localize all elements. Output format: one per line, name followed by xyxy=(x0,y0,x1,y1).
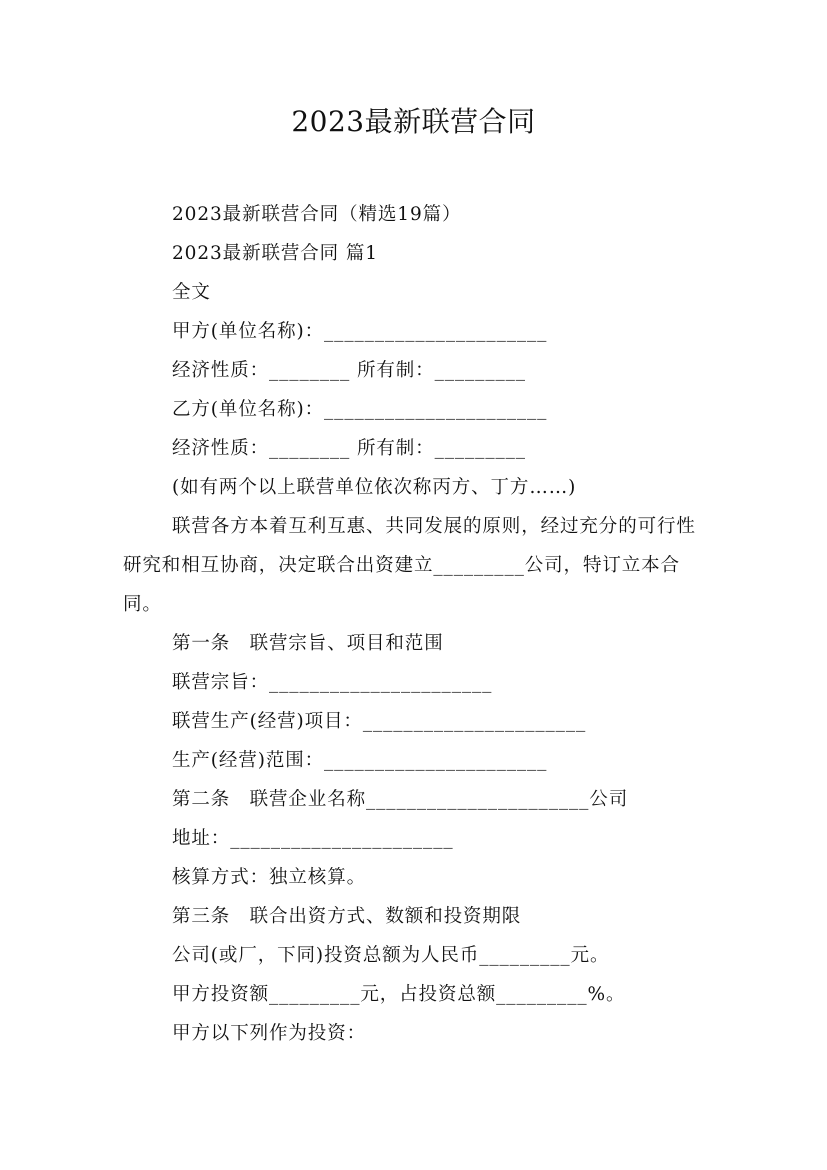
party-a-investment-line: 甲方投资额_________元，占投资总额_________%。 xyxy=(172,984,626,1005)
paragraph-article-heading: 2023最新联营合同 篇1 xyxy=(172,243,378,264)
article-three-heading: 第三条 联合出资方式、数额和投资期限 xyxy=(172,906,522,927)
party-b-nature-line: 经济性质：________ 所有制：_________ xyxy=(172,438,526,459)
joint-project-line: 联营生产(经营)项目：______________________ xyxy=(172,711,587,732)
party-a-name-line: 甲方(单位名称)：______________________ xyxy=(172,321,548,342)
paragraph-heading-selection: 2023最新联营合同（精选19篇） xyxy=(172,204,462,225)
preamble-paragraph: 联营各方本着互利互惠、共同发展的原则，经过充分的可行性研究和相互协商，决定联合出资建立_________公司，特订立本合同。 xyxy=(123,516,696,615)
party-b-name-line: 乙方(单位名称)：______________________ xyxy=(172,399,548,420)
article-two-heading: 第二条 联营企业名称______________________公司 xyxy=(172,789,629,810)
party-a-nature-line: 经济性质：________ 所有制：_________ xyxy=(172,360,526,381)
additional-parties-note: (如有两个以上联营单位依次称丙方、丁方……) xyxy=(172,477,577,498)
accounting-method-line: 核算方式：独立核算。 xyxy=(172,867,367,888)
document-title: 2023最新联营合同 xyxy=(291,105,536,138)
article-one-heading: 第一条 联营宗旨、项目和范围 xyxy=(172,633,444,654)
document-body xyxy=(123,195,713,1053)
address-line: 地址：______________________ xyxy=(172,828,454,849)
paragraph-fulltext-label: 全文 xyxy=(172,282,211,303)
total-investment-line: 公司(或厂，下同)投资总额为人民币_________元。 xyxy=(172,945,610,966)
joint-purpose-line: 联营宗旨：______________________ xyxy=(172,672,493,693)
party-a-investment-items-line: 甲方以下列作为投资： xyxy=(172,1023,367,1044)
business-scope-line: 生产(经营)范围：______________________ xyxy=(172,750,548,771)
